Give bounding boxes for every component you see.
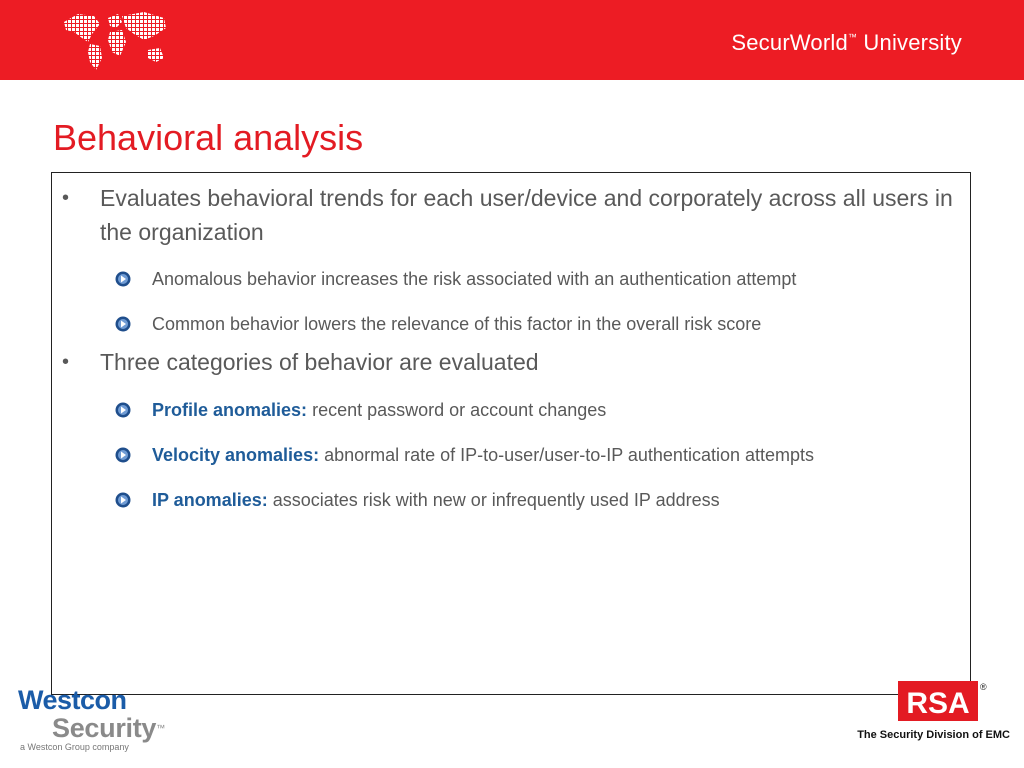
bullet-text: Evaluates behavioral trends for each user/device and corporately across all users in the organization [100,185,953,245]
security-word: Security [52,713,157,743]
bullet-item [62,181,970,249]
sub-bullet-item [152,443,952,467]
sub-bullet-item [152,312,952,336]
sub-bullet-keyword: Velocity anomalies: [152,445,320,465]
westcon-logo [18,686,165,752]
circle-arrow-icon [115,447,131,463]
circle-arrow-icon [115,316,131,332]
sub-bullet-item [152,488,952,512]
security-trademark: ™ [156,723,165,733]
brand-name [731,30,962,56]
brand-trademark: ™ [847,32,858,42]
world-map-icon [60,8,172,74]
bullet-dot: • [62,351,70,373]
circle-arrow-icon [115,271,131,287]
sub-bullet-keyword: Profile anomalies: [152,400,308,420]
circle-arrow-icon [115,402,131,418]
slide-title: Behavioral analysis [53,117,364,158]
rsa-registered: ® [980,682,987,692]
rsa-logo [898,681,990,721]
bullet-dot: • [62,187,70,209]
sub-bullet-item [152,398,952,422]
bullet-text: Three categories of behavior are evaluated [100,349,539,375]
sub-bullet-keyword: IP anomalies: [152,490,268,510]
circle-arrow-icon [115,492,131,508]
security-wordmark [52,714,165,742]
sub-bullet-text: abnormal rate of IP-to-user/user-to-IP authentication attempts [324,445,815,465]
brand-suffix: University [863,30,962,55]
content-box [51,172,971,695]
bullet-item [62,345,970,379]
header-bar [0,0,1024,80]
rsa-tagline: The Security Division of EMC [857,729,1010,741]
sub-bullet-text: Anomalous behavior increases the risk associated with an authentication attempt [152,269,797,289]
sub-bullet-text: Common behavior lowers the relevance of this factor in the overall risk score [152,314,762,334]
brand-word: SecurWorld [731,30,848,55]
westcon-wordmark: Westcon [18,685,127,715]
sub-bullet-text: associates risk with new or infrequently used IP address [272,490,720,510]
sub-bullet-item [152,267,952,291]
sub-bullet-text: recent password or account changes [312,400,607,420]
westcon-tagline: a Westcon Group company [20,742,129,752]
rsa-logo-text: RSA [906,687,970,720]
